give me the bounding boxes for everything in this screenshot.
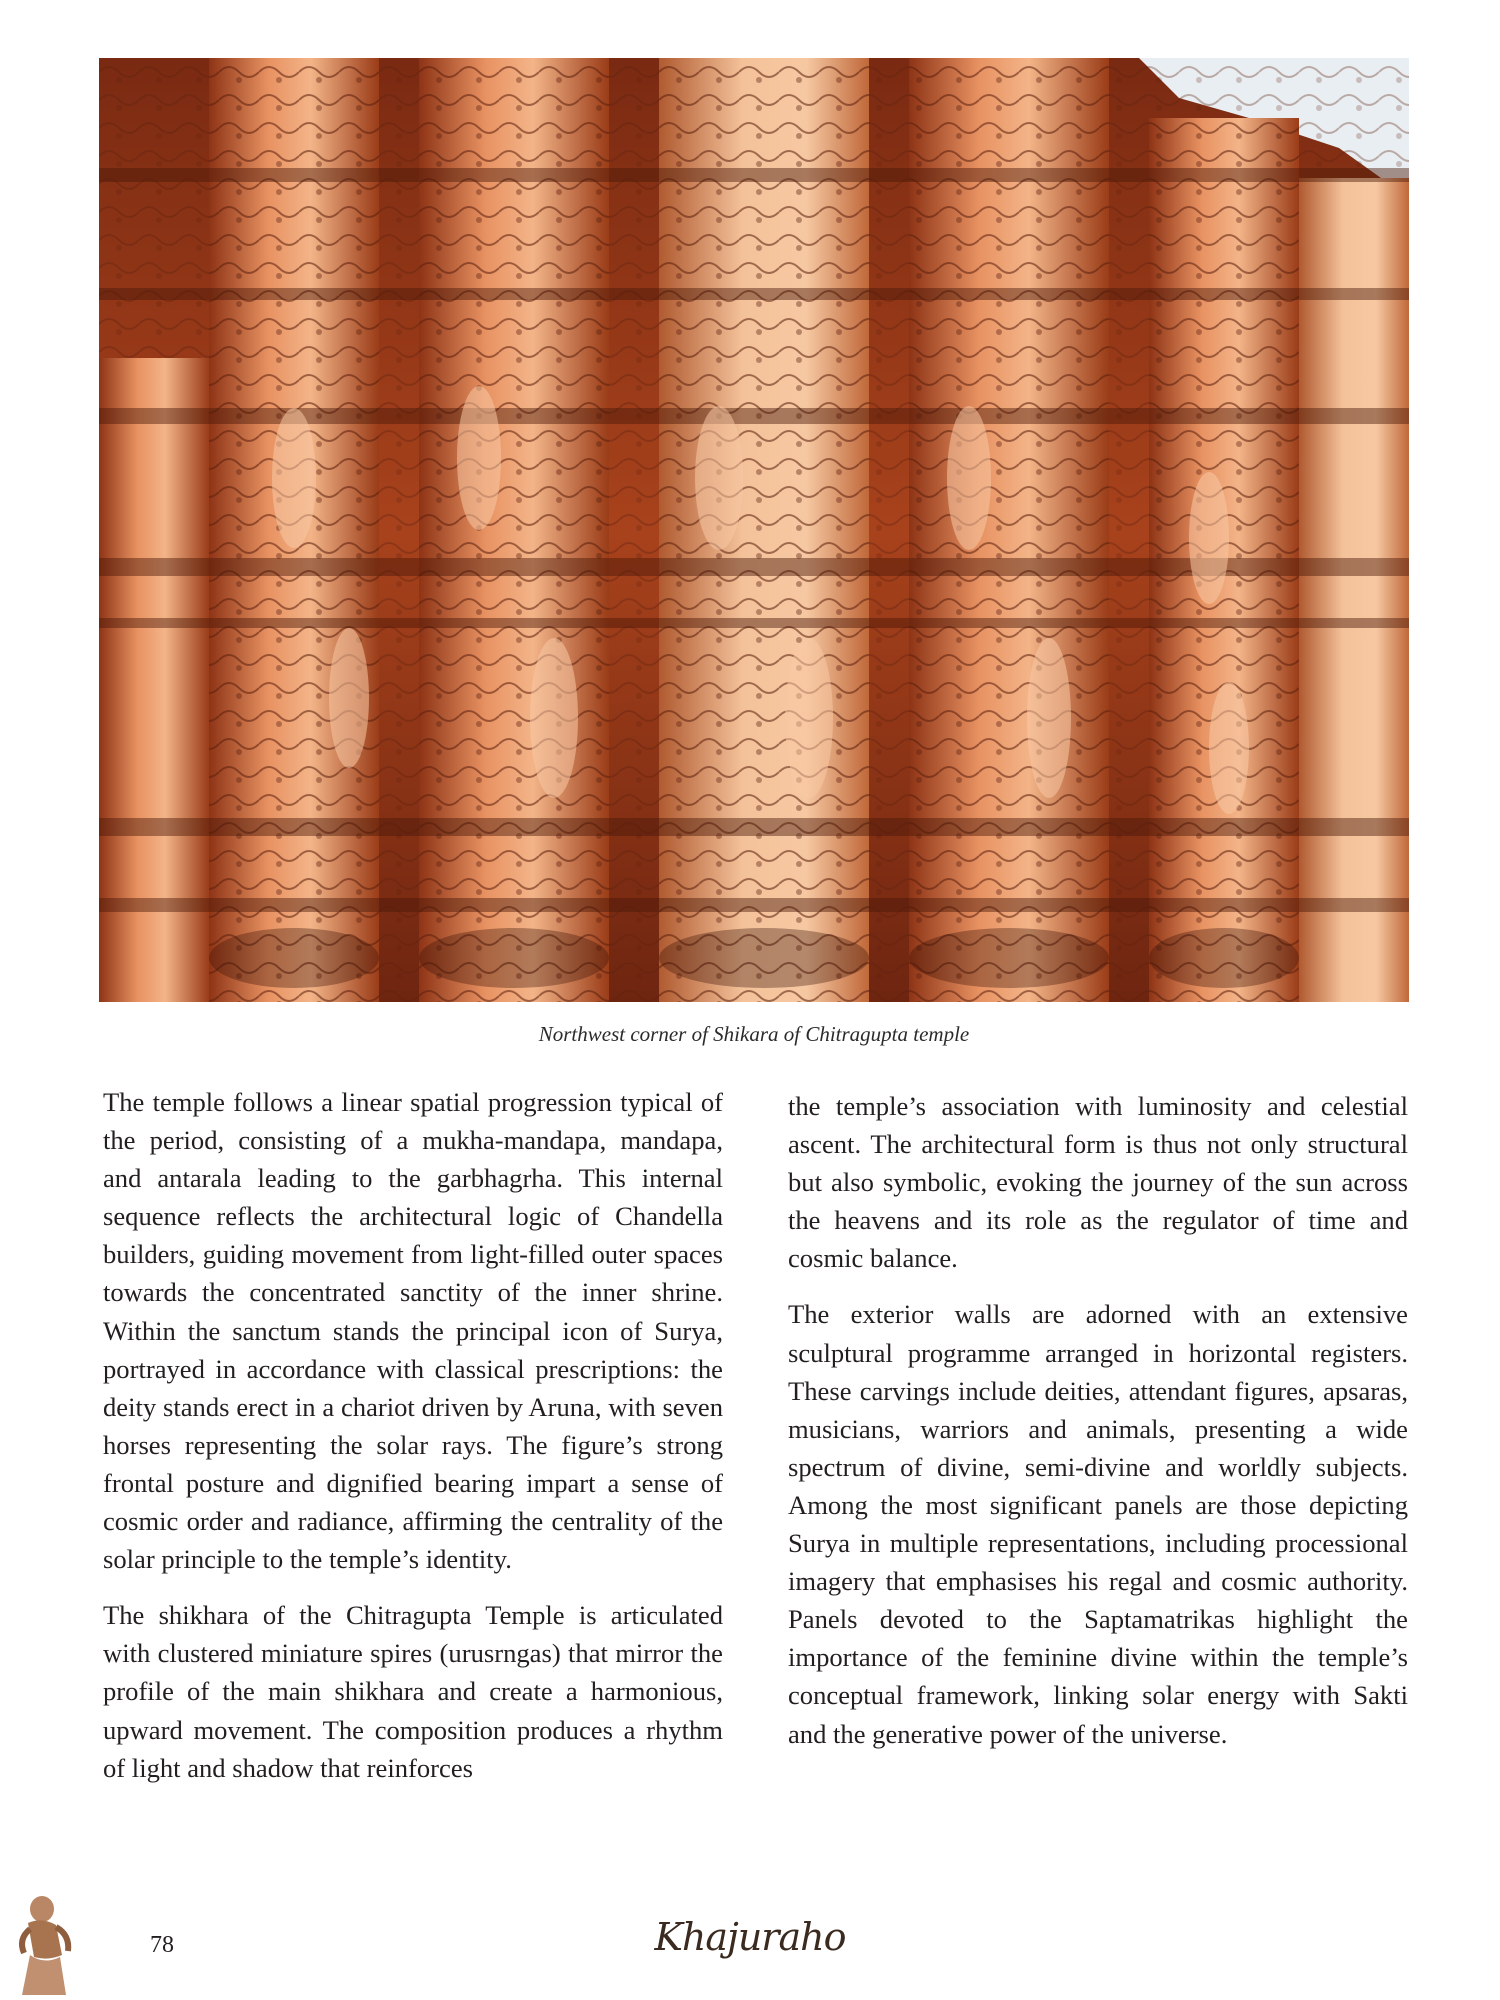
page-number: 78 xyxy=(150,1932,174,1958)
paragraph: the temple’s association with luminosity and celestial ascent. The architectural form is thus not only structural but also symbolic, evoking the journey of the sun across the heavens and its role as the regulator of time and cosmic balance. xyxy=(788,1091,1408,1274)
running-head: Khajuraho xyxy=(654,1915,846,1959)
temple-photo xyxy=(99,58,1409,1002)
figurine-icon xyxy=(8,1895,80,2000)
figure-caption: Northwest corner of Shikara of Chitragupta temple xyxy=(538,1022,970,1046)
paragraph: The temple follows a linear spatial progression typical of the period, consisting of a mukha-mandapa, mandapa, and antarala leading to the garbhagrha. This internal sequence reflects the architectural logic of Chandella builders, guiding movement from light-filled outer spaces towards the concentrated sanctity of the inner shrine. Within the sanctum stands the principal icon of Surya, portrayed in accordance with classical prescriptions: the deity stands erect in a chariot driven by Aruna, with seven horses representing the solar rays. The figure’s strong frontal posture and dignified bearing impart a sense of cosmic order and radiance, affirming the centrality of the solar principle to the temple’s identity. xyxy=(103,1087,723,1575)
left-column xyxy=(103,1083,723,1787)
paragraph: The shikhara of the Chitragupta Temple is articulated with clustered miniature spires (urusrngas) that mirror the profile of the main shikhara and create a harmonious, upward movement. The composition produces a rhythm of light and shadow that reinforces xyxy=(103,1600,723,1783)
paragraph: The exterior walls are adorned with an extensive sculptural programme arranged in horizontal registers. These carvings include deities, attendant figures, apsaras, musicians, warriors and animals, presenting a wide spectrum of divine, semi-divine and worldly subjects. Among the most significant panels are those depicting Surya in multiple representations, including processional imagery that emphasises his regal and cosmic authority. Panels devoted to the Saptamatrikas highlight the importance of the feminine divine within the temple’s conceptual framework, linking solar energy with Sakti and the generative power of the universe. xyxy=(788,1299,1408,1749)
right-column xyxy=(788,1087,1408,1753)
